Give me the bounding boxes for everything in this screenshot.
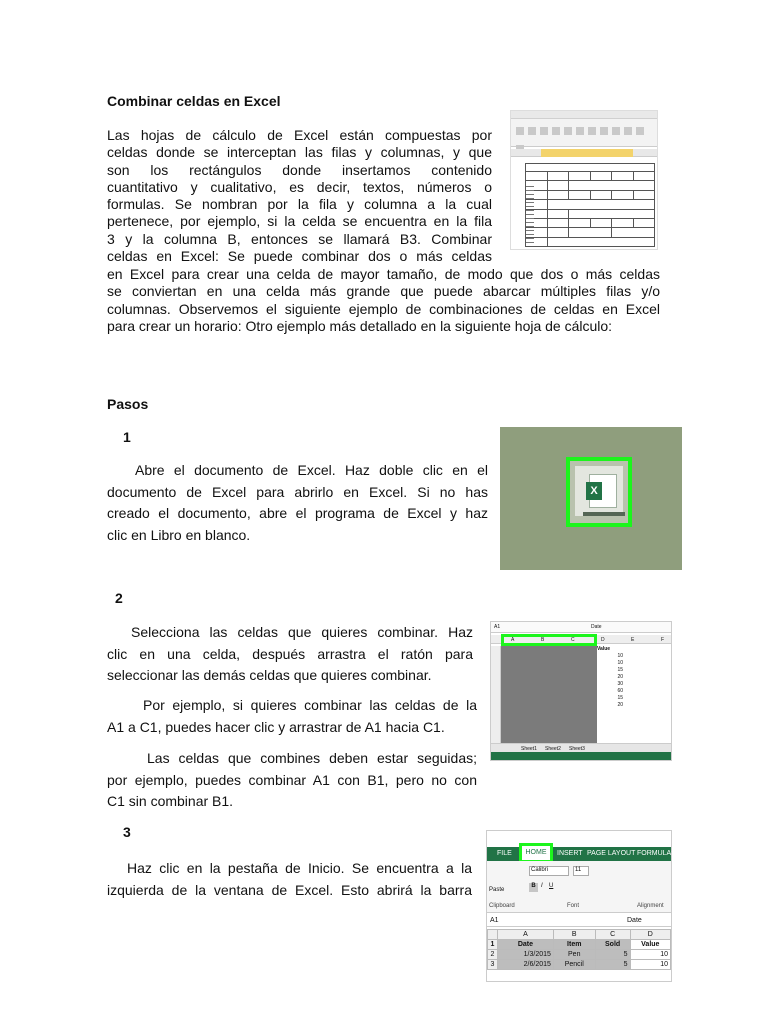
column-header-row — [511, 149, 657, 157]
home-tab-screenshot — [486, 830, 676, 982]
step-1-line: Abre el documento de Excel. Haz doble clic en el — [135, 462, 488, 478]
step-2-number: 2 — [115, 590, 123, 606]
row-number: 1 — [488, 940, 498, 950]
step-2-paragraph-1 — [107, 622, 473, 687]
value-header: Value — [597, 646, 611, 652]
intro-line: en Excel para crear una celda de mayor tamaño, de modo que dos o más celdas — [107, 266, 660, 282]
step-1-line: documento de Excel para abrirlo en Excel. Si no has — [107, 483, 488, 500]
timetable-grid — [525, 163, 655, 247]
column-letter: B — [553, 930, 595, 940]
table-cell: Pen — [553, 950, 595, 960]
font-name: Calibri — [529, 866, 569, 876]
selection-highlight — [501, 634, 597, 646]
group-font: Font — [567, 903, 580, 909]
step-2-p3-line: Las celdas que combines deben estar seguidas; — [147, 750, 477, 766]
column-letter: A — [511, 637, 515, 643]
formula-bar — [487, 915, 671, 927]
value-cell: 15 — [617, 667, 623, 673]
title-bar — [487, 831, 671, 847]
column-letter: A — [498, 930, 554, 940]
column-letter: D — [601, 637, 605, 643]
excel-file-image — [500, 427, 682, 570]
table-cell: Date — [498, 940, 554, 950]
tab-insert: INSERT — [557, 850, 583, 857]
row-headers — [491, 646, 501, 746]
value-cell: 60 — [617, 688, 623, 694]
formula-value: Date — [591, 624, 602, 630]
step-2-paragraph-2 — [107, 695, 477, 738]
step-2-p3-line: C1 sin combinar B1. — [107, 793, 234, 809]
step-1-text — [107, 460, 488, 546]
page-title: Combinar celdas en Excel — [107, 93, 281, 109]
intro-line: son los rectángulos donde insertamos contenido — [107, 161, 492, 178]
column-letter: C — [571, 637, 575, 643]
intro-line: celdas donde se interceptan las filas y columnas, y que — [107, 144, 492, 161]
vertical-label — [526, 186, 534, 246]
italic-icon: I — [541, 883, 543, 889]
pasos-heading: Pasos — [107, 396, 149, 412]
tab-page-layout: PAGE LAYOUT — [587, 850, 636, 857]
step-2-p1-line: clic en una celda, después arrastra el ratón para — [107, 645, 473, 662]
table-cell: Value — [630, 940, 670, 950]
cell-selection-screenshot — [490, 621, 672, 761]
font-size: 11 — [573, 866, 589, 876]
tab-home-highlight: HOME — [519, 843, 553, 863]
step-2-p1-line: seleccionar las demás celdas que quieres combinar. — [107, 667, 432, 683]
step-2-p2-line: Por ejemplo, si quieres combinar las celdas de la — [143, 697, 477, 713]
paste-label: Paste — [489, 887, 505, 893]
table-cell: 1/3/2015 — [498, 950, 554, 960]
value-cell: 15 — [617, 695, 623, 701]
intro-line: para crear un horario: Otro ejemplo más detallado en la siguiente hoja de cálculo: — [107, 317, 613, 334]
row-number: 2 — [488, 950, 498, 960]
column-letter: C — [595, 930, 630, 940]
status-bar — [491, 752, 671, 760]
value-cell: 10 — [617, 660, 623, 666]
group-alignment: Alignment — [637, 903, 664, 909]
step-2-paragraph-3 — [107, 748, 477, 813]
value-cell: 20 — [617, 702, 623, 708]
table-cell: Pencil — [553, 960, 595, 970]
step-2-p1-line: Selecciona las celdas que quieres combinar. Haz — [131, 624, 473, 640]
name-box: A1 — [490, 917, 499, 924]
step-1-line: clic en Libro en blanco. — [107, 526, 251, 543]
excel-file-highlight — [566, 457, 632, 527]
value-cell: 30 — [617, 681, 623, 687]
value-cell: 20 — [617, 674, 623, 680]
intro-line: columnas. Observemos el siguiente ejemplo de combinaciones de celdas en Excel — [107, 300, 660, 317]
value-cell: 10 — [617, 653, 623, 659]
table-cell: 2/6/2015 — [498, 960, 554, 970]
step-3-line: izquierda de la ventana de Excel. Esto abrirá la barra — [107, 881, 472, 898]
row-number: 3 — [488, 960, 498, 970]
intro-line: 3 y la columna B, entonces se llamará B3. Combinar — [107, 230, 492, 247]
ribbon — [511, 111, 657, 147]
sheet-table — [487, 929, 671, 970]
table-cell: 10 — [630, 960, 670, 970]
table-cell: 5 — [595, 950, 630, 960]
sheet-tabs — [491, 743, 671, 752]
timetable-spreadsheet-image — [510, 110, 658, 250]
name-box: A1 — [494, 624, 501, 630]
column-letter: E — [631, 637, 635, 643]
step-1-line: creado el documento, abre el programa de Excel y haz — [107, 505, 488, 521]
step-3-text — [107, 858, 472, 901]
sheet-tab: Sheet1 — [521, 746, 537, 752]
intro-line: se conviertan en una celda más grande que puede abarcar múltiples filas y/o — [107, 283, 660, 300]
intro-line: formulas. Se nombran por la fila y columna a la cual — [107, 196, 492, 213]
tab-file: FILE — [497, 850, 512, 857]
formula-bar — [491, 622, 671, 633]
column-letter: D — [630, 930, 670, 940]
sheet-tab: Sheet3 — [569, 746, 585, 752]
ribbon-tabs — [487, 847, 676, 861]
intro-line: celdas en Excel: Se puede combinar dos o más celdas — [107, 248, 492, 265]
intro-paragraph — [107, 127, 492, 265]
formula-value: Date — [627, 917, 642, 924]
step-1-number: 1 — [123, 429, 131, 445]
step-3-line: Haz clic en la pestaña de Inicio. Se encuentra a la — [127, 860, 472, 876]
tab-formulas: FORMULAS — [637, 850, 676, 857]
intro-line: pertenece, por ejemplo, si la celda se encuentra en la fila — [107, 213, 492, 230]
bold-icon: B — [529, 883, 538, 892]
sheet-tab: Sheet2 — [545, 746, 561, 752]
table-cell: Item — [553, 940, 595, 950]
step-3-number: 3 — [123, 824, 131, 840]
group-clipboard: Clipboard — [489, 903, 515, 909]
step-2-p2-line: A1 a C1, puedes hacer clic y arrastrar de A1 hacia C1. — [107, 718, 445, 735]
step-2-p3-line: por ejemplo, puedes combinar A1 con B1, pero no con — [107, 771, 477, 788]
intro-line: cuantitativo y cualitativo, es decir, textos, números o — [107, 178, 492, 195]
column-letter: B — [541, 637, 545, 643]
selected-range — [501, 646, 597, 746]
table-cell: 10 — [630, 950, 670, 960]
table-cell: 5 — [595, 960, 630, 970]
intro-line: Las hojas de cálculo de Excel están compuestas por — [107, 127, 492, 143]
home-ribbon — [487, 861, 671, 913]
column-letter: F — [661, 637, 665, 643]
underline-icon: U — [549, 883, 554, 889]
intro-paragraph-continued — [107, 266, 660, 335]
excel-icon: X — [586, 482, 602, 500]
value-column — [597, 646, 625, 716]
table-cell: Sold — [595, 940, 630, 950]
